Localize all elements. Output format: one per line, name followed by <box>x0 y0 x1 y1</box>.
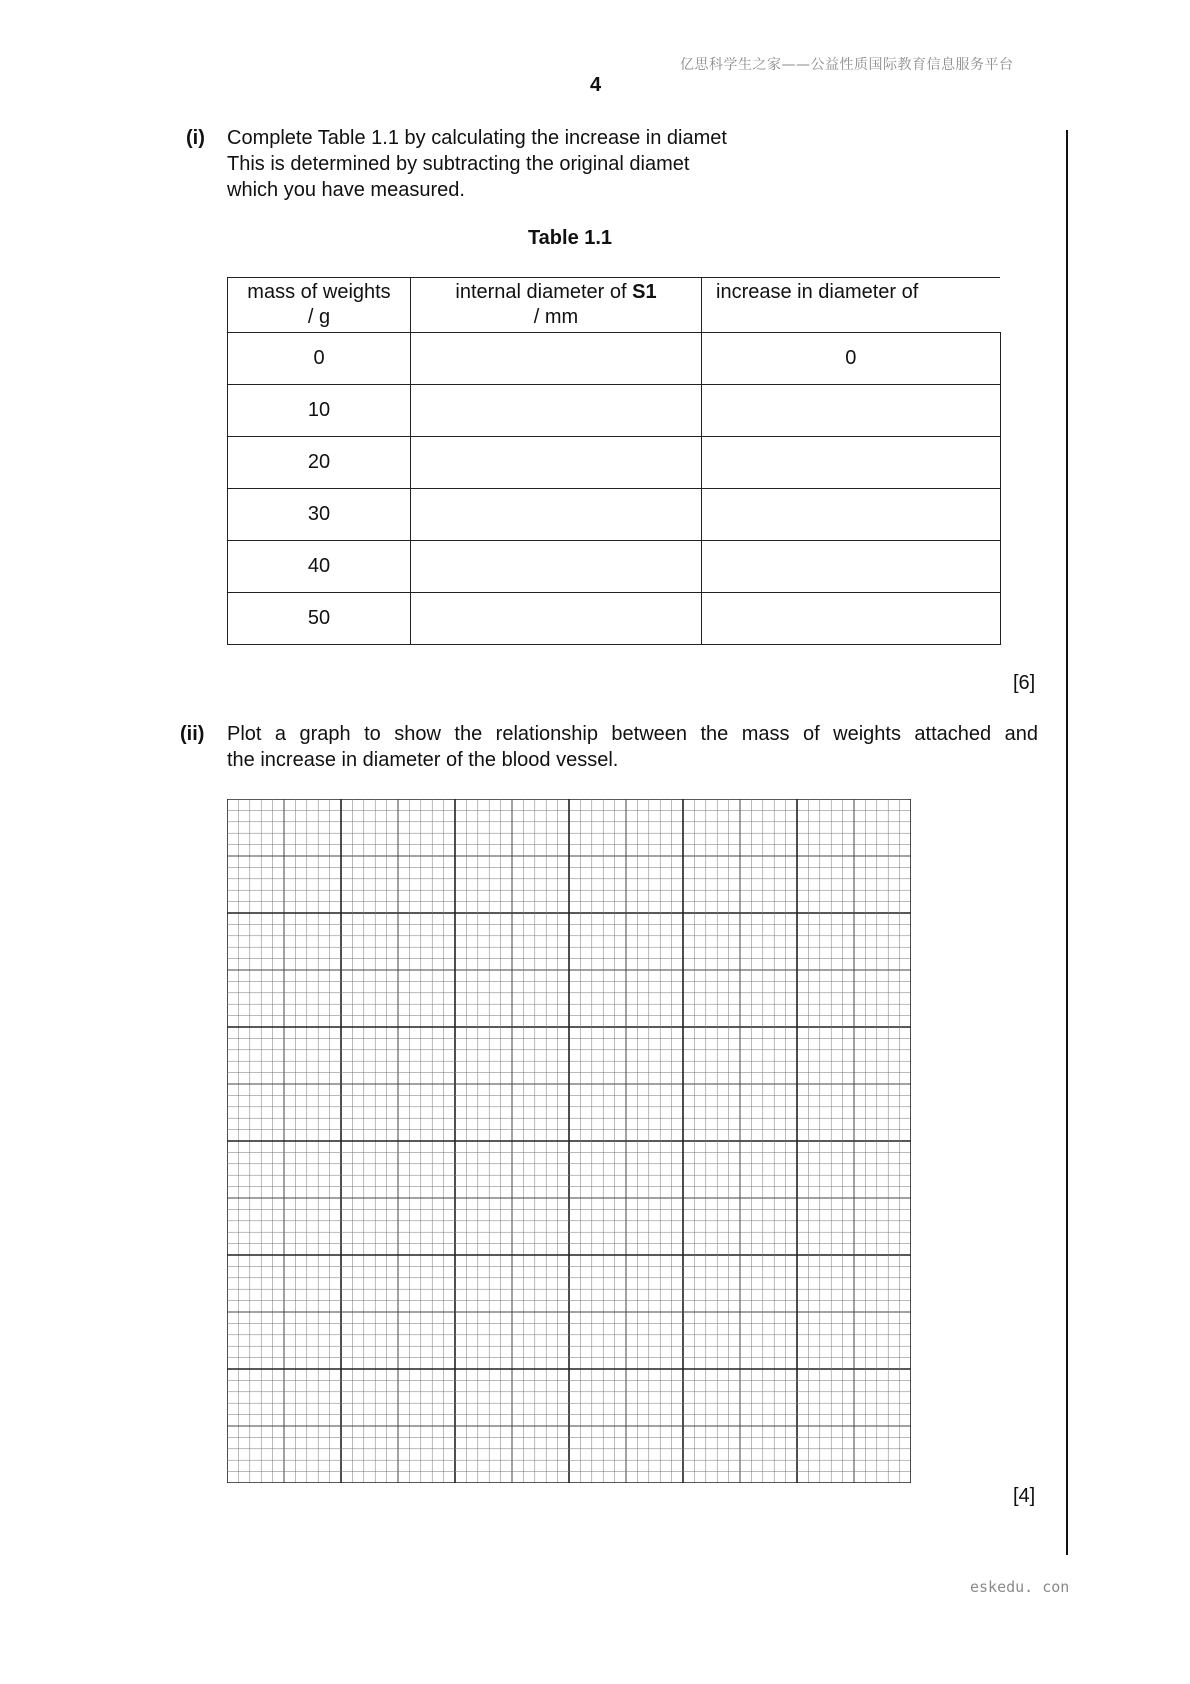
table-row <box>228 489 1001 541</box>
question-line: Complete Table 1.1 by calculating the increase in diamet <box>227 127 727 149</box>
table-row <box>228 541 1001 593</box>
table-row <box>228 593 1001 645</box>
table-row <box>228 437 1001 489</box>
cell-mass: 0 <box>228 333 411 385</box>
page-number: 4 <box>590 74 602 96</box>
question-text-i <box>227 125 727 203</box>
graph-grid-lines <box>227 799 911 1483</box>
cell-increase[interactable] <box>702 593 1001 645</box>
header-diameter-prefix: internal diameter of <box>455 281 633 303</box>
header-increase <box>702 278 1001 333</box>
cell-increase: 0 <box>702 333 1001 385</box>
question-line: which you have measured. <box>227 179 465 201</box>
header-increase-text: increase in diameter of <box>716 281 919 303</box>
cell-diameter[interactable] <box>411 541 702 593</box>
cell-diameter[interactable] <box>411 489 702 541</box>
question-text-ii-2 <box>227 747 618 773</box>
cell-diameter[interactable] <box>411 385 702 437</box>
table-title: Table 1.1 <box>527 227 613 249</box>
question-line: the increase in diameter of the blood vessel. <box>227 749 619 771</box>
margin-rule <box>1066 130 1068 1555</box>
graph-paper[interactable] <box>227 799 911 1483</box>
table-row <box>228 333 1001 385</box>
cell-mass: 20 <box>228 437 411 489</box>
cell-diameter[interactable] <box>411 437 702 489</box>
cell-increase[interactable] <box>702 489 1001 541</box>
marks-ii: [4] <box>1013 1485 1036 1507</box>
table-header-row <box>228 278 1001 333</box>
question-text-ii <box>227 721 1038 747</box>
cell-increase[interactable] <box>702 385 1001 437</box>
results-table <box>227 277 1001 645</box>
cell-increase[interactable] <box>702 541 1001 593</box>
header-mass-line1: mass of weights <box>247 281 391 303</box>
footer-watermark: eskedu. con <box>970 1578 1070 1596</box>
header-watermark: 亿思科学生之家——公益性质国际教育信息服务平台 <box>680 57 1014 73</box>
cell-mass: 40 <box>228 541 411 593</box>
cell-increase[interactable] <box>702 437 1001 489</box>
cell-mass: 50 <box>228 593 411 645</box>
header-mass-unit: / g <box>307 306 331 328</box>
header-diameter-line1 <box>411 280 701 305</box>
cell-diameter[interactable] <box>411 333 702 385</box>
cell-diameter[interactable] <box>411 593 702 645</box>
header-diameter-sample: S1 <box>632 281 657 303</box>
header-diameter-unit: / mm <box>533 306 579 328</box>
question-label-i: (i) <box>186 127 205 149</box>
header-diameter <box>411 278 702 333</box>
cell-mass: 10 <box>228 385 411 437</box>
table-row <box>228 385 1001 437</box>
marks-i: [6] <box>1013 672 1036 694</box>
question-line: Plot a graph to show the relationship between the mass of weights attached and <box>227 723 1038 745</box>
question-line: This is determined by subtracting the original diamet <box>227 153 690 175</box>
cell-mass: 30 <box>228 489 411 541</box>
question-label-ii: (ii) <box>180 723 205 745</box>
header-mass <box>228 278 411 333</box>
